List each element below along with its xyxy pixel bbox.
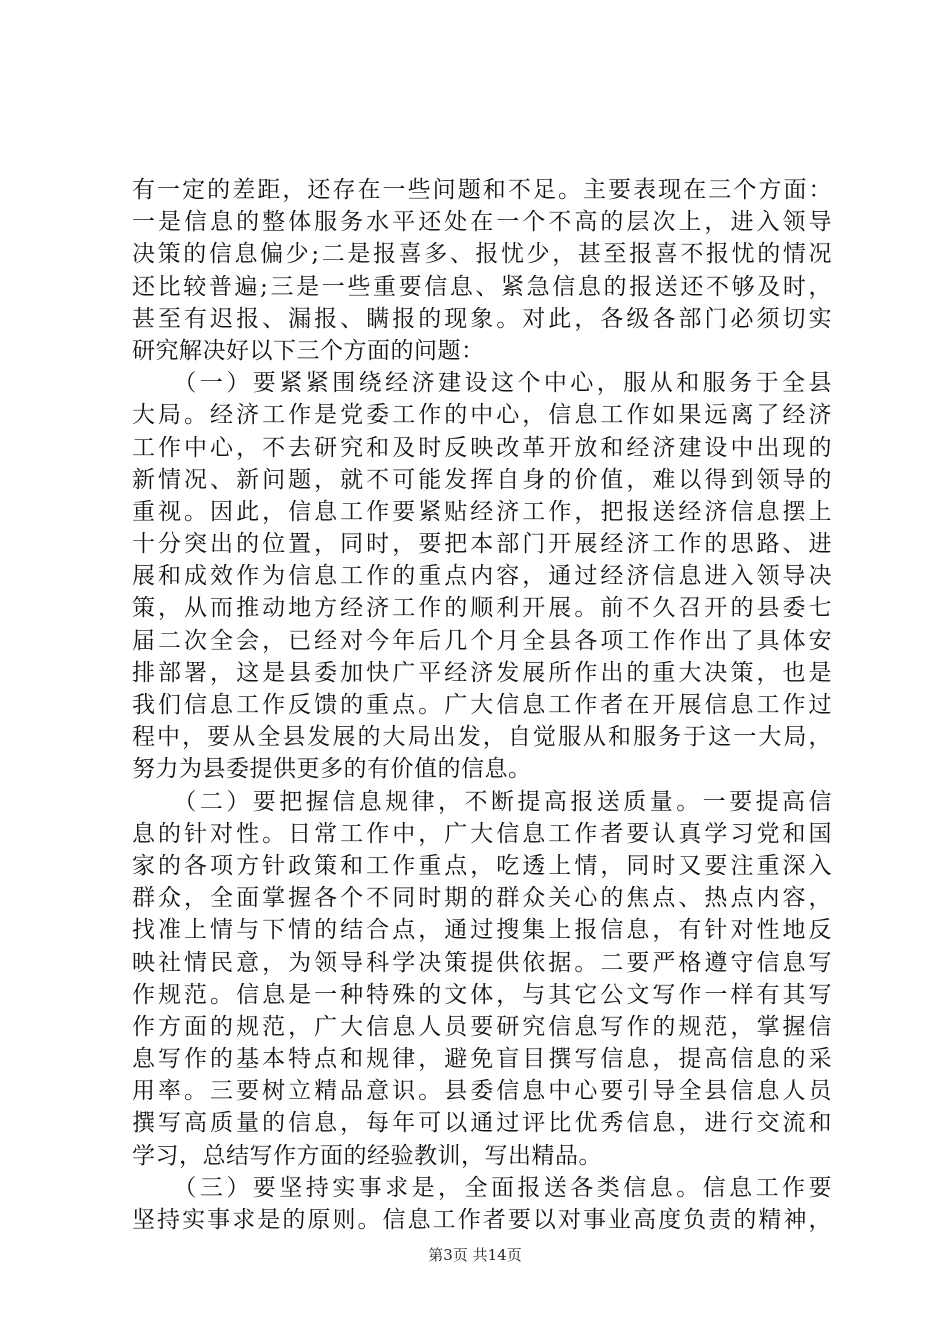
text-line: 用率。三要树立精品意识。县委信息中心要引导全县信息人员 xyxy=(132,1078,832,1105)
text-line: 努力为县委提供更多的有价值的信息。 xyxy=(132,756,532,783)
page-footer: 第3页 共14页 xyxy=(428,1246,522,1264)
text-line: 家的各项方针政策和工作重点，吃透上情，同时又要注重深入 xyxy=(132,852,832,879)
text-line: 作规范。信息是一种特殊的文体，与其它公文写作一样有其写 xyxy=(132,981,832,1008)
text-line: 展和成效作为信息工作的重点内容，通过经济信息进入领导决 xyxy=(132,563,832,590)
text-line: 息的针对性。日常工作中，广大信息工作者要认真学习党和国 xyxy=(132,820,832,847)
text-line: 息写作的基本特点和规律，避免盲目撰写信息，提高信息的采 xyxy=(132,1046,832,1073)
text-line: 排部署，这是县委加快广平经济发展所作出的重大决策，也是 xyxy=(132,659,832,686)
text-line: 我们信息工作反馈的重点。广大信息工作者在开展信息工作过 xyxy=(132,692,832,718)
text-line: 撰写高质量的信息，每年可以通过评比优秀信息，进行交流和 xyxy=(132,1110,832,1137)
text-line: 找准上情与下情的结合点，通过搜集上报信息，有针对性地反 xyxy=(132,917,832,944)
text-line: 甚至有迟报、漏报、瞒报的现象。对此，各级各部门必须切实 xyxy=(132,305,832,332)
text-line: 群众，全面掌握各个不同时期的群众关心的焦点、热点内容， xyxy=(132,885,832,912)
text-line: 坚持实事求是的原则。信息工作者要以对事业高度负责的精神， xyxy=(132,1207,832,1233)
text-line: 大局。经济工作是党委工作的中心，信息工作如果远离了经济 xyxy=(132,402,832,429)
text-line: 新情况、新问题，就不可能发挥自身的价值，难以得到领导的 xyxy=(132,466,832,493)
text-line: 程中，要从全县发展的大局出发，自觉服从和服务于这一大局， xyxy=(132,724,832,751)
text-line: （三）要坚持实事求是，全面报送各类信息。信息工作要 xyxy=(132,1174,832,1201)
text-line: 工作中心，不去研究和及时反映改革开放和经济建设中出现的 xyxy=(132,434,832,461)
text-line: 作方面的规范，广大信息人员要研究信息写作的规范，掌握信 xyxy=(132,1013,832,1040)
text-line: 决策的信息偏少;二是报喜多、报忧少，甚至报喜不报忧的情况 xyxy=(132,241,832,268)
text-line: 十分突出的位置，同时，要把本部门开展经济工作的思路、进 xyxy=(132,531,832,558)
text-line: 策，从而推动地方经济工作的顺利开展。前不久召开的县委七 xyxy=(132,595,832,622)
text-line: 一是信息的整体服务水平还处在一个不高的层次上，进入领导 xyxy=(132,209,832,236)
text-line: 映社情民意，为领导科学决策提供依据。二要严格遵守信息写 xyxy=(132,949,832,976)
text-line: 届二次全会，已经对今年后几个月全县各项工作作出了具体安 xyxy=(132,627,832,654)
text-line: （二）要把握信息规律，不断提高报送质量。一要提高信 xyxy=(132,788,832,815)
text-line: 有一定的差距，还存在一些问题和不足。主要表现在三个方面： xyxy=(132,177,832,203)
text-line: 研究解决好以下三个方面的问题： xyxy=(132,337,485,364)
text-line: 重视。因此，信息工作要紧贴经济工作，把报送经济信息摆上 xyxy=(132,498,832,525)
text-line: （一）要紧紧围绕经济建设这个中心，服从和服务于全县 xyxy=(132,370,832,397)
text-line: 还比较普遍;三是一些重要信息、紧急信息的报送还不够及时， xyxy=(132,273,832,300)
text-line: 学习，总结写作方面的经验教训，写出精品。 xyxy=(132,1142,602,1169)
document-body xyxy=(132,174,832,1236)
